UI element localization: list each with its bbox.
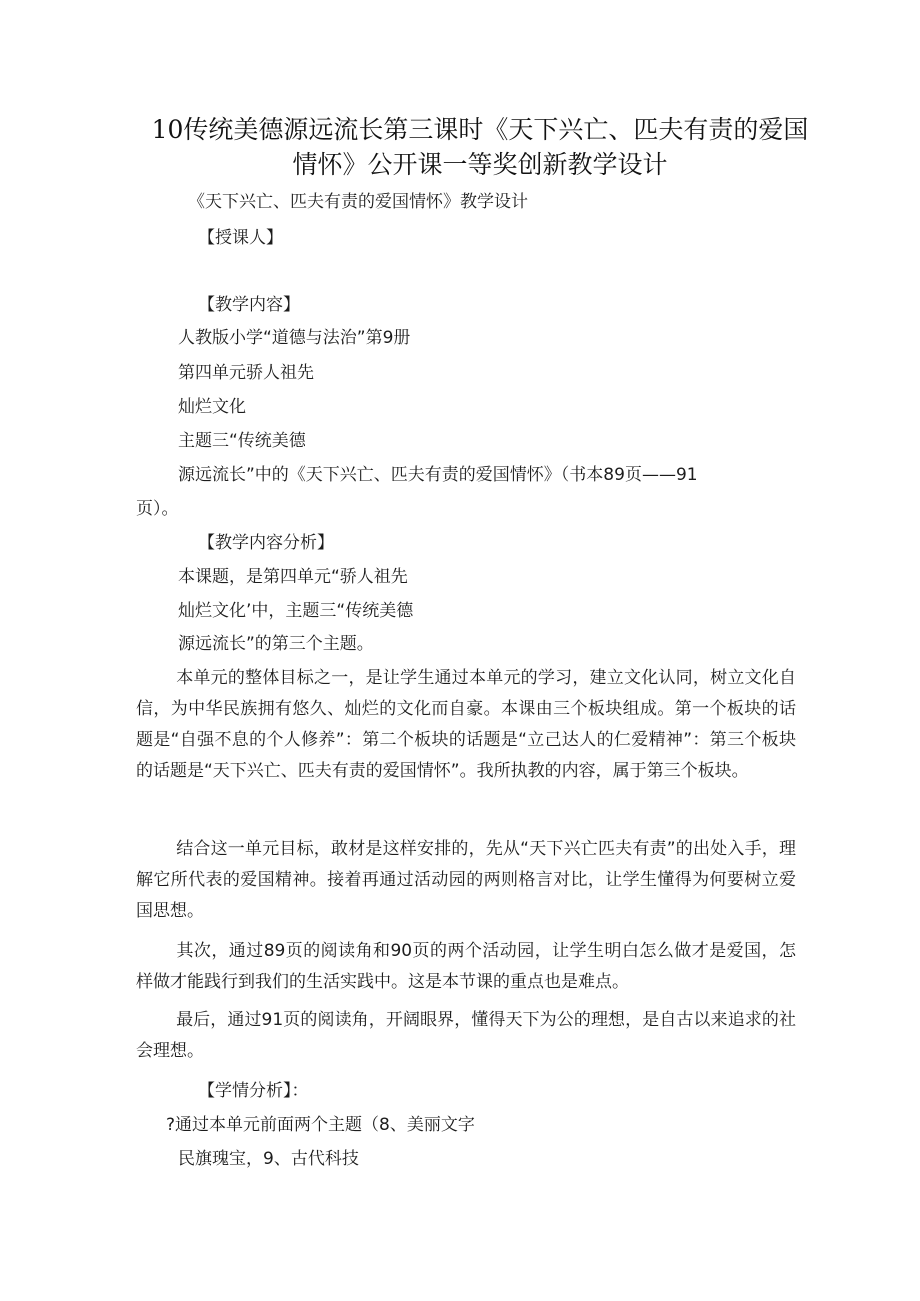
analysis-heading: 【教学内容分析】 bbox=[198, 533, 334, 553]
content-line: 人教版小学“道德与法治”第9册 bbox=[178, 328, 411, 348]
content-line: 主题三“传统美德 bbox=[178, 431, 306, 451]
students-line: 民旗瑰宝，9、古代科技 bbox=[178, 1149, 359, 1169]
content-heading: 【教学内容】 bbox=[198, 295, 300, 315]
content-line: 页）。 bbox=[136, 499, 179, 519]
analysis-line: 灿烂文化’中，主题三“传统美德 bbox=[178, 601, 414, 621]
paragraph-text: 最后，通过91页的阅读角，开阔眼界，懂得天下为公的理想，是自古以来追求的社会理想。 bbox=[136, 1010, 796, 1061]
analysis-line: 源远流长”的第三个主题。 bbox=[178, 634, 374, 654]
students-line: ?通过本单元前面两个主题（8、美丽文字 bbox=[166, 1115, 475, 1135]
document-title: 10传统美德源远流长第三课时《天下兴亡、匹夫有责的爱国情怀》公开课一等奖创新教学设计 bbox=[151, 115, 809, 179]
teacher-heading: 【授课人】 bbox=[198, 228, 283, 248]
paragraph bbox=[136, 1005, 796, 1067]
paragraph bbox=[136, 936, 796, 998]
students-heading: 【学情分析】： bbox=[198, 1081, 309, 1101]
content-line: 第四单元骄人祖先 bbox=[178, 363, 314, 383]
paragraph-text: 其次，通过89页的阅读角和90页的两个活动园，让学生明白怎么做才是爱国，怎样做才能践行到我们的生活实践中。这是本节课的重点也是难点。 bbox=[136, 941, 796, 992]
paragraph bbox=[136, 663, 796, 787]
paragraph bbox=[136, 834, 796, 927]
content-line: 源远流长”中的《天下兴亡、匹夫有责的爱国情怀》（书本89页——91 bbox=[178, 465, 698, 485]
document-subtitle: 《天下兴亡、匹夫有责的爱国情怀》教学设计 bbox=[188, 192, 528, 212]
analysis-line: 本课题，是第四单元“骄人祖先 bbox=[178, 567, 408, 587]
paragraph-text: 本单元的整体目标之一，是让学生通过本单元的学习，建立文化认同，树立文化自信，为中华民族拥有悠久、灿烂的文化而自豪。本课由三个板块组成。第一个板块的话题是“自强不息的个人修养”：第二个板块的话题是“立己达人的仁爱精神”：第三个板块的话题是“天下兴亡、匹夫有责的爱国情怀”。我所执教的内容，属于第三个板块。 bbox=[136, 668, 796, 781]
content-line: 灿烂文化 bbox=[178, 397, 246, 417]
paragraph-text: 结合这一单元目标，敢材是这样安排的，先从“天下兴亡匹夫有责”的出处入手，理解它所代表的爱国精神。接着再通过活动园的两则格言对比，让学生懂得为何要树立爱国思想。 bbox=[136, 839, 796, 921]
